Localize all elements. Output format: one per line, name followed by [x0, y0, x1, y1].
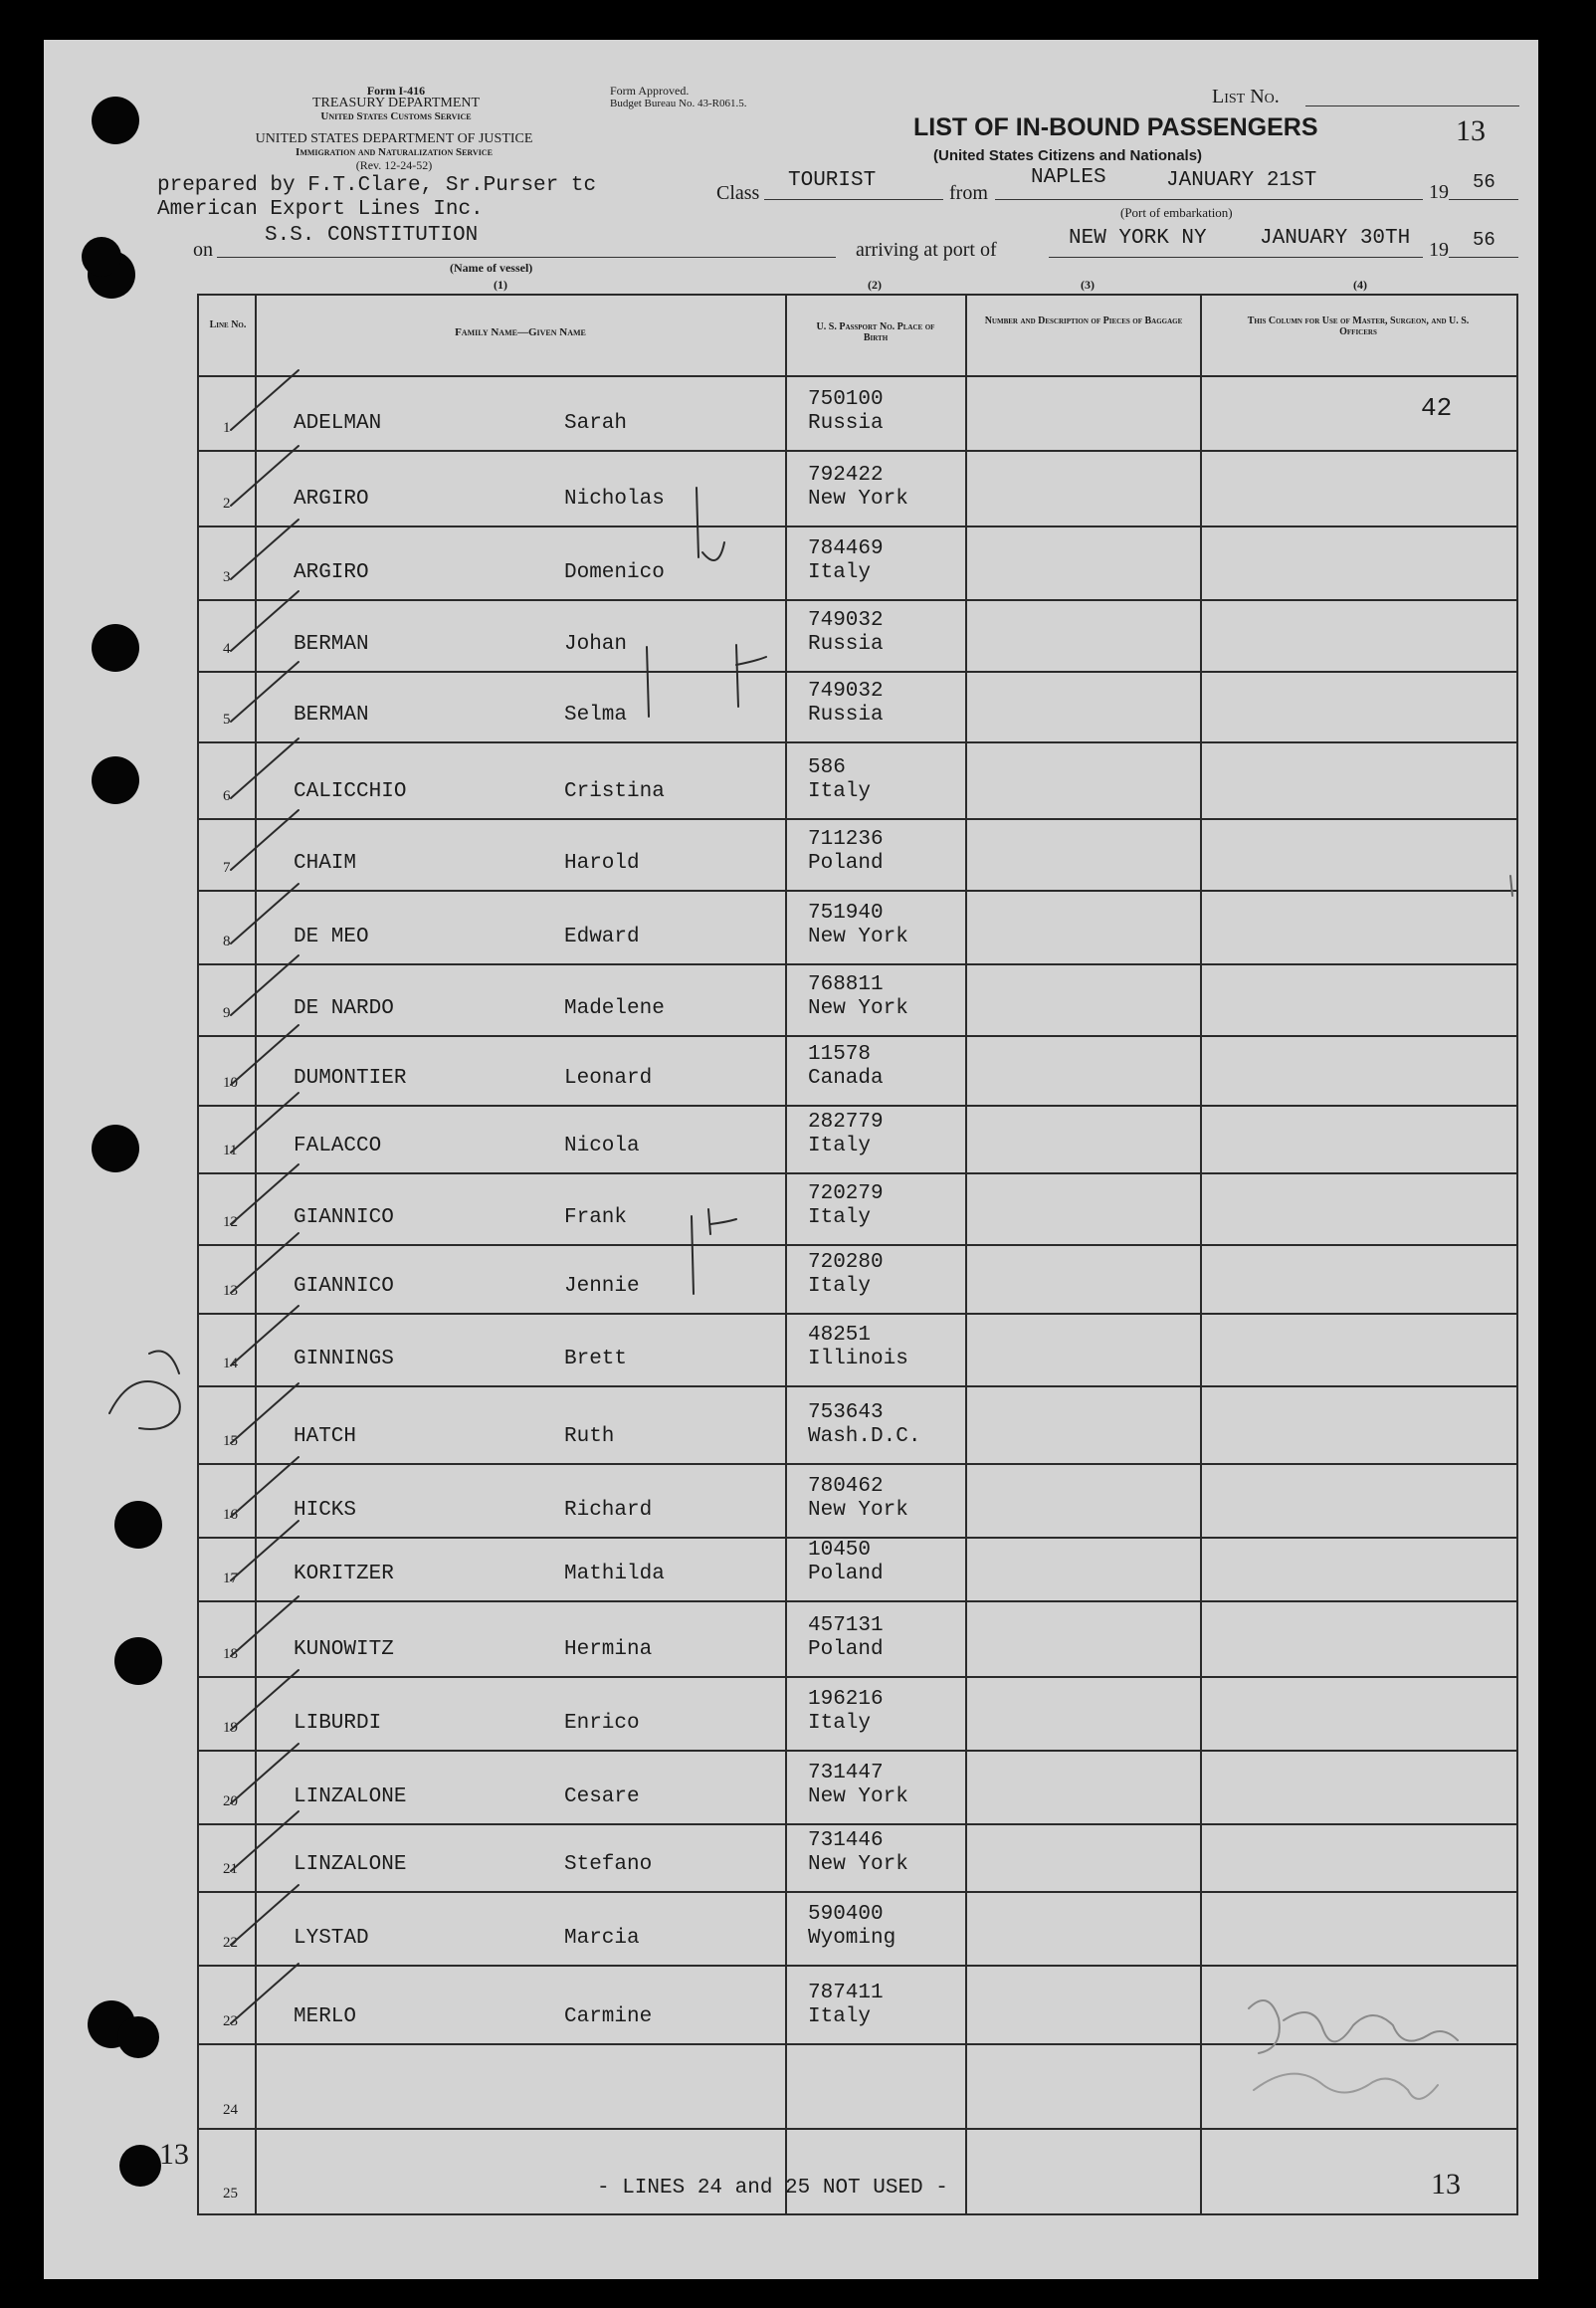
place-of-birth: Italy: [808, 561, 872, 584]
place-of-birth: New York: [808, 926, 908, 948]
passport-number: 457131: [808, 1614, 884, 1637]
passenger-row: [199, 1678, 1516, 1752]
passport-number: 11578: [808, 1043, 872, 1066]
year-prefix-arrival: 19: [1429, 239, 1449, 261]
binder-hole: [82, 237, 121, 277]
passenger-row: [199, 1539, 1516, 1602]
binder-hole: [92, 97, 139, 144]
page-subtitle: (United States Citizens and Nationals): [933, 147, 1203, 164]
family-name: LINZALONE: [294, 1853, 407, 1876]
line-number: 8: [223, 934, 231, 949]
passenger-row: [199, 1315, 1516, 1387]
given-name: Leonard: [564, 1067, 653, 1090]
passport-number: 282779: [808, 1111, 884, 1134]
binder-hole: [119, 2145, 161, 2187]
binder-hole: [117, 2016, 159, 2058]
passenger-table: [197, 294, 1518, 2215]
given-name: Marcia: [564, 1927, 640, 1950]
vessel-label: (Name of vessel): [450, 261, 533, 275]
passenger-row: [199, 1893, 1516, 1967]
passenger-row: [199, 1107, 1516, 1174]
line-number: 7: [223, 860, 231, 876]
passenger-row: [199, 452, 1516, 527]
page-title: LIST OF IN-BOUND PASSENGERS: [913, 113, 1318, 141]
page-number: 13: [1431, 2168, 1461, 2201]
binder-hole: [114, 1637, 162, 1685]
prepared-by: prepared by F.T.Clare, Sr.Purser tc: [157, 174, 597, 197]
family-name: ADELMAN: [294, 412, 382, 435]
given-name: Frank: [564, 1206, 628, 1229]
line-number: 4: [223, 641, 231, 657]
place-of-birth: New York: [808, 1499, 908, 1522]
arrival-date: JANUARY 30TH: [1260, 227, 1411, 250]
place-of-birth: Italy: [808, 1206, 872, 1229]
col3-number: (3): [1081, 278, 1095, 292]
family-name: DUMONTIER: [294, 1067, 407, 1090]
from-port: NAPLES: [1031, 166, 1106, 189]
passenger-row: [199, 1967, 1516, 2045]
form-number: Form I-416: [366, 84, 426, 98]
given-name: Enrico: [564, 1712, 640, 1735]
form-approved: Form Approved.: [610, 84, 690, 98]
place-of-birth: Italy: [808, 1275, 872, 1298]
from-date: JANUARY 21ST: [1166, 169, 1317, 192]
line-number: 21: [223, 1861, 238, 1877]
given-name: Nicholas: [564, 488, 665, 511]
passport-number: 792422: [808, 464, 884, 487]
passport-number: 711236: [808, 828, 884, 851]
col4-number: (4): [1353, 278, 1367, 292]
place-of-birth: Russia: [808, 412, 884, 435]
given-name: Nicola: [564, 1135, 640, 1157]
given-name: Brett: [564, 1348, 628, 1370]
header-officers: This Column for Use of Master, Surgeon, and U. S. Officers: [1247, 315, 1470, 337]
family-name: GINNINGS: [294, 1348, 394, 1370]
line-number: 5: [223, 712, 231, 728]
line-number: 3: [223, 569, 231, 585]
budget-bureau: Budget Bureau No. 43-R061.5.: [610, 98, 747, 109]
line-number: 24: [223, 2102, 238, 2118]
line-number: 1: [223, 420, 231, 436]
year-prefix: 19: [1429, 181, 1449, 203]
col2-number: (2): [868, 278, 882, 292]
passenger-row: [199, 527, 1516, 601]
arrival-port: NEW YORK NY: [1069, 227, 1207, 250]
binder-hole: [92, 1125, 139, 1172]
prepared-by-company: American Export Lines Inc.: [157, 198, 484, 221]
header-line-no: Line No.: [209, 319, 247, 330]
passport-number: 48251: [808, 1324, 872, 1347]
unused-row: [199, 2045, 1516, 2130]
unused-lines-note: - LINES 24 and 25 NOT USED -: [597, 2177, 948, 2200]
line-number: 16: [223, 1507, 238, 1523]
given-name: Richard: [564, 1499, 653, 1522]
line-number: 18: [223, 1646, 238, 1662]
on-label: on: [193, 239, 213, 261]
passenger-row: [199, 743, 1516, 820]
line-number: 25: [223, 2186, 238, 2202]
passport-number: 749032: [808, 609, 884, 632]
passport-number: 787411: [808, 1982, 884, 2004]
binder-hole: [114, 1501, 162, 1549]
passenger-row: [199, 1037, 1516, 1107]
place-of-birth: Poland: [808, 852, 884, 875]
place-of-birth: Poland: [808, 1563, 884, 1585]
place-of-birth: Illinois: [808, 1348, 908, 1370]
passport-number: 784469: [808, 537, 884, 560]
year-suffix-arrival: 56: [1473, 229, 1496, 251]
passenger-row: [199, 601, 1516, 673]
given-name: Sarah: [564, 412, 628, 435]
header-passport: U. S. Passport No. Place of Birth: [816, 321, 935, 343]
passport-number: 720279: [808, 1182, 884, 1205]
vessel-name: S.S. CONSTITUTION: [265, 224, 479, 247]
family-name: GIANNICO: [294, 1275, 394, 1298]
place-of-birth: Russia: [808, 704, 884, 727]
line-number: 15: [223, 1433, 238, 1449]
place-of-birth: Italy: [808, 780, 872, 803]
revision: (Rev. 12-24-52): [355, 158, 433, 172]
family-name: ARGIRO: [294, 561, 369, 584]
header-name: Family Name—Given Name: [455, 326, 586, 338]
family-name: BERMAN: [294, 633, 369, 656]
family-name: KUNOWITZ: [294, 1638, 394, 1661]
arriving-label: arriving at port of: [856, 239, 997, 261]
from-label: from: [949, 182, 988, 204]
passenger-row: [199, 1246, 1516, 1315]
given-name: Mathilda: [564, 1563, 665, 1585]
passport-number: 590400: [808, 1903, 884, 1926]
list-no-label: List No.: [1212, 86, 1280, 107]
passenger-row: [199, 820, 1516, 892]
place-of-birth: Italy: [808, 1712, 872, 1735]
family-name: LYSTAD: [294, 1927, 369, 1950]
passport-number: 10450: [808, 1539, 872, 1562]
family-name: LIBURDI: [294, 1712, 382, 1735]
place-of-birth: New York: [808, 1853, 908, 1876]
place-of-birth: Wash.D.C.: [808, 1425, 921, 1448]
line-number: 13: [223, 1283, 238, 1299]
line-number: 19: [223, 1720, 238, 1736]
passenger-row: [199, 1174, 1516, 1246]
line-number: 14: [223, 1356, 238, 1371]
line-number: 11: [223, 1143, 238, 1158]
class-value: TOURIST: [788, 169, 877, 192]
place-of-birth: Italy: [808, 1135, 872, 1157]
family-name: HATCH: [294, 1425, 357, 1448]
passport-number: 731447: [808, 1762, 884, 1784]
passenger-row: [199, 965, 1516, 1037]
place-of-birth: New York: [808, 488, 908, 511]
passport-number: 751940: [808, 902, 884, 925]
given-name: Carmine: [564, 2005, 653, 2028]
justice-dept: UNITED STATES DEPARTMENT OF JUSTICE: [255, 131, 533, 146]
family-name: MERLO: [294, 2005, 357, 2028]
family-name: DE MEO: [294, 926, 369, 948]
class-label: Class: [716, 182, 760, 204]
line-number: 10: [223, 1075, 238, 1091]
passport-number: 720280: [808, 1251, 884, 1274]
family-name: ARGIRO: [294, 488, 369, 511]
unused-row: [199, 2130, 1516, 2213]
passport-number: 731446: [808, 1829, 884, 1852]
passenger-row: [199, 1465, 1516, 1539]
line-number: 6: [223, 788, 231, 804]
place-of-birth: Canada: [808, 1067, 884, 1090]
passenger-row: [199, 1752, 1516, 1825]
binder-hole: [92, 756, 139, 804]
line-number: 20: [223, 1793, 238, 1809]
binder-hole: [92, 624, 139, 672]
place-of-birth: New York: [808, 997, 908, 1020]
family-name: LINZALONE: [294, 1785, 407, 1808]
given-name: Hermina: [564, 1638, 653, 1661]
place-of-birth: Wyoming: [808, 1927, 897, 1950]
header-baggage: Number and Description of Pieces of Baggage: [984, 315, 1183, 326]
passport-number: 750100: [808, 388, 884, 411]
line-number: 22: [223, 1935, 238, 1951]
family-name: DE NARDO: [294, 997, 394, 1020]
passport-number: 780462: [808, 1475, 884, 1498]
officer-count: 42: [1421, 393, 1453, 423]
place-of-birth: Russia: [808, 633, 884, 656]
given-name: Selma: [564, 704, 628, 727]
passport-number: 768811: [808, 973, 884, 996]
given-name: Cristina: [564, 780, 665, 803]
place-of-birth: Italy: [808, 2005, 872, 2028]
passenger-row: [199, 673, 1516, 743]
place-of-birth: Poland: [808, 1638, 884, 1661]
given-name: Cesare: [564, 1785, 640, 1808]
line-number: 12: [223, 1214, 238, 1230]
passport-number: 753643: [808, 1401, 884, 1424]
customs-service: United States Customs Service: [320, 110, 472, 122]
passport-number: 586: [808, 756, 846, 779]
col1-number: (1): [494, 278, 507, 292]
passenger-row: [199, 1387, 1516, 1465]
passport-number: 749032: [808, 680, 884, 703]
family-name: BERMAN: [294, 704, 369, 727]
family-name: GIANNICO: [294, 1206, 394, 1229]
given-name: Edward: [564, 926, 640, 948]
treasury-dept: TREASURY DEPARTMENT: [311, 96, 481, 110]
given-name: Madelene: [564, 997, 665, 1020]
family-name: KORITZER: [294, 1563, 394, 1585]
passenger-row: [199, 1825, 1516, 1893]
family-name: CHAIM: [294, 852, 357, 875]
passenger-row: [199, 892, 1516, 965]
immigration-service: Immigration and Naturalization Service: [296, 146, 493, 158]
line-number: 23: [223, 2013, 238, 2029]
place-of-birth: New York: [808, 1785, 908, 1808]
line-number: 17: [223, 1571, 238, 1586]
given-name: Stefano: [564, 1853, 653, 1876]
given-name: Jennie: [564, 1275, 640, 1298]
passenger-row: [199, 1602, 1516, 1678]
family-name: HICKS: [294, 1499, 357, 1522]
given-name: Domenico: [564, 561, 665, 584]
margin-number: 13: [159, 2138, 189, 2171]
list-no: 13: [1456, 114, 1486, 147]
line-number: 9: [223, 1005, 231, 1021]
year-suffix: 56: [1473, 171, 1496, 193]
port-embarkation-label: (Port of embarkation): [1120, 205, 1233, 220]
line-number: 2: [223, 496, 231, 512]
given-name: Johan: [564, 633, 628, 656]
passenger-row: [199, 375, 1516, 452]
family-name: FALACCO: [294, 1135, 382, 1157]
family-name: CALICCHIO: [294, 780, 407, 803]
given-name: Harold: [564, 852, 640, 875]
passport-number: 196216: [808, 1688, 884, 1711]
given-name: Ruth: [564, 1425, 615, 1448]
